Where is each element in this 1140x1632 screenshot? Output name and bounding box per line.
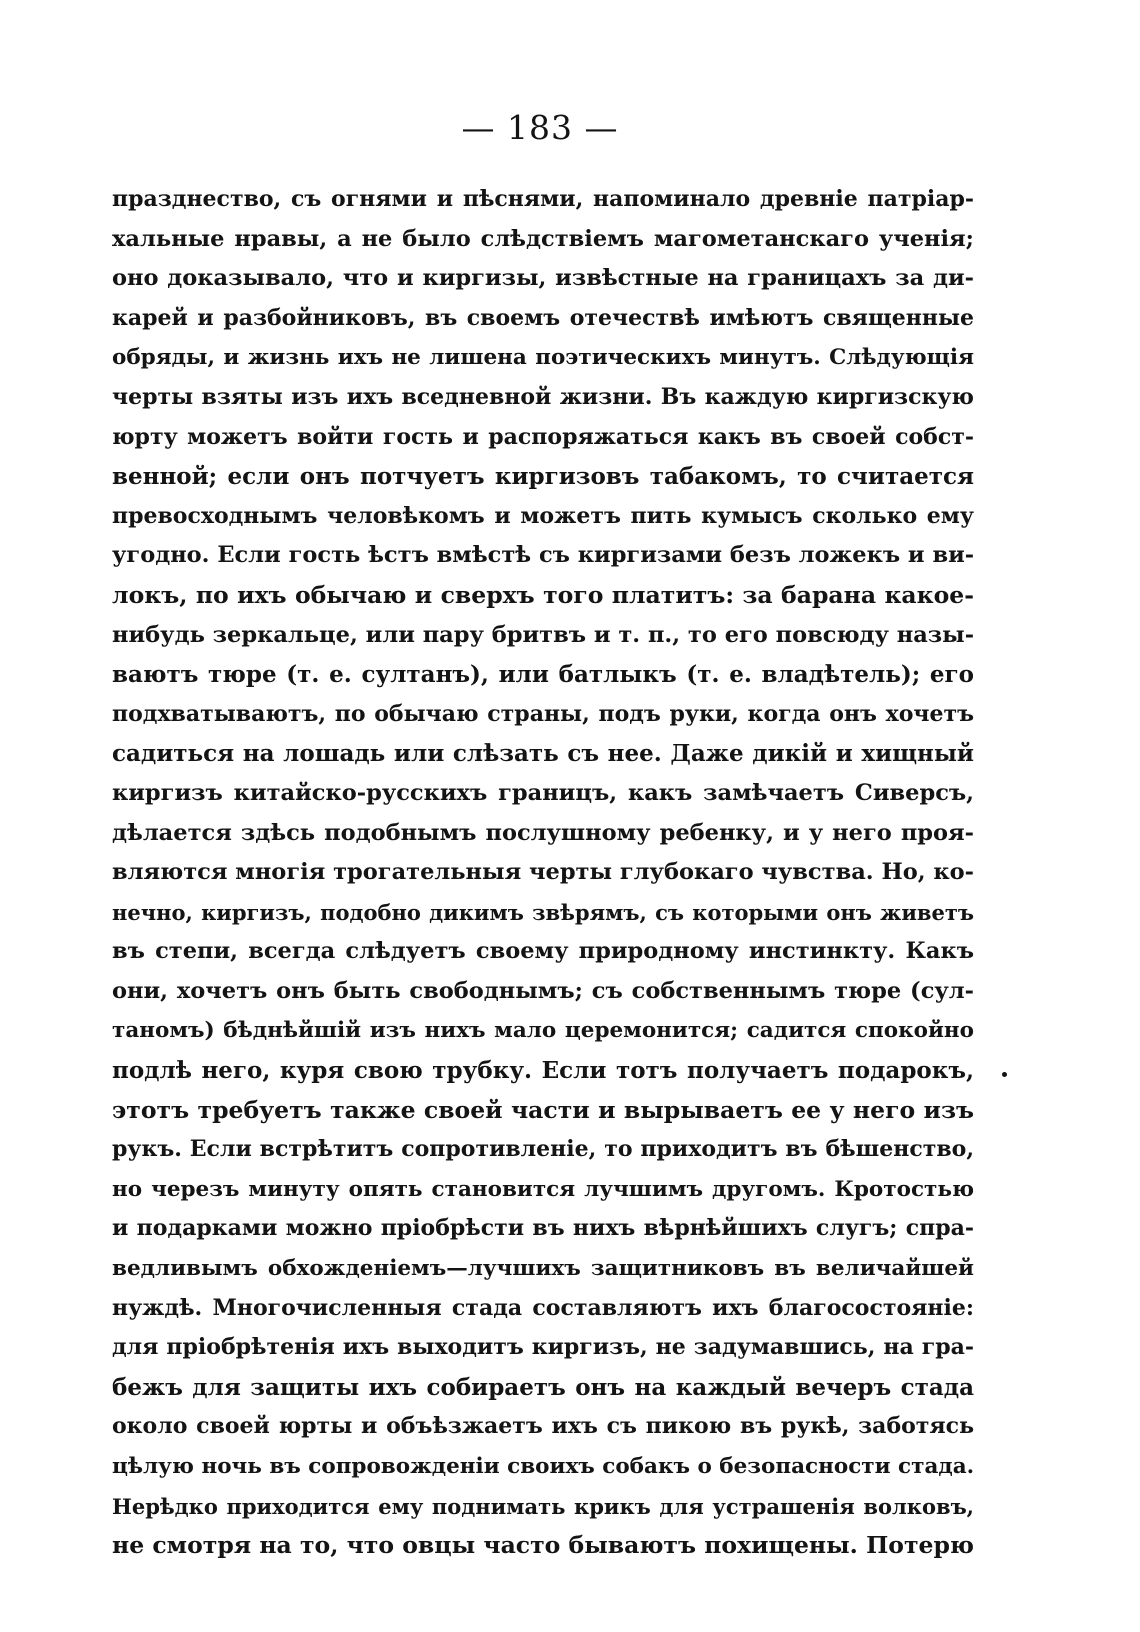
text-line: подхватываютъ, по обычаю страны, подъ руки, когда онъ хочетъ — [112, 700, 974, 727]
text-line: угодно. Если гость ѣстъ вмѣстѣ съ киргизами безъ ложекъ и ви- — [112, 542, 974, 569]
text-line: въ степи, всегда слѣдуетъ своему природному инстинкту. Какъ — [112, 938, 974, 965]
text-line: подлѣ него, куря свою трубку. Если тотъ получаетъ подарокъ, — [112, 1057, 974, 1085]
text-line: рукъ. Если встрѣтитъ сопротивленiе, то приходитъ въ бѣшенство, — [112, 1136, 974, 1163]
text-line: локъ, по ихъ обычаю и сверхъ того платитъ: за барана какое- — [112, 580, 974, 609]
text-line: карей и разбойниковъ, въ своемъ отечествѣ имѣютъ священные — [112, 304, 974, 331]
body-text — [112, 180, 974, 1566]
text-line: хальные нравы, а не было слѣдствiемъ магометанскаго ученiя; — [112, 225, 974, 252]
text-line: венной; если онъ потчуетъ киргизовъ табакомъ, то считается — [112, 463, 974, 491]
text-line: но черезъ минуту опять становится лучшимъ другомъ. Кротостью — [112, 1176, 974, 1202]
ink-speck — [1002, 1072, 1007, 1077]
text-line: ведливымъ обхожденiемъ—лучшихъ защитниковъ въ величайшей — [112, 1256, 974, 1282]
text-line: для прiобрѣтенiя ихъ выходитъ киргизъ, не задумавшись, на гра- — [112, 1334, 974, 1361]
text-line: нибудь зеркальце, или пару бритвъ и т. п., то его повсюду назы- — [112, 621, 974, 648]
text-line: черты взяты изъ ихъ вседневной жизни. Въ каждую киргизскую — [112, 383, 974, 410]
text-line: обряды, и жизнь ихъ не лишена поэтическихъ минутъ. Слѣдующiя — [112, 345, 974, 371]
text-line: бежъ для защиты ихъ собираетъ онъ на каждый вечеръ стада — [112, 1373, 974, 1401]
text-line: вляются многiя трогательныя черты глубокаго чувства. Но, ко- — [112, 859, 974, 886]
text-line: и подарками можно прiобрѣсти въ нихъ вѣрнѣйшихъ слугъ; спра- — [112, 1215, 974, 1242]
text-line: не смотря на то, что овцы часто бываютъ похищены. Потерю — [112, 1531, 974, 1560]
text-line: таномъ) бѣднѣйшiй изъ нихъ мало церемонится; садится спокойно — [112, 1018, 974, 1044]
text-line: они, хочетъ онъ быть свободнымъ; съ собственнымъ тюре (сул- — [112, 977, 974, 1004]
text-line: около своей юрты и объѣзжаетъ ихъ съ пикою въ рукѣ, заботясь — [112, 1413, 974, 1440]
text-line: оно доказывало, что и киргизы, извѣстные на границахъ за ди- — [112, 265, 974, 292]
text-line: превосходнымъ человѣкомъ и можетъ пить кумысъ сколько ему — [112, 502, 974, 529]
text-line: нечно, киргизъ, подобно дикимъ звѣрямъ, съ которыми онъ живетъ — [112, 899, 974, 925]
text-line: цѣлую ночь въ сопровожденiи своихъ собакъ о безопасности стада. — [112, 1454, 974, 1479]
text-line: нуждѣ. Многочисленныя стада составляютъ ихъ благосостоянiе: — [112, 1294, 974, 1321]
text-line: ваютъ тюре (т. е. султанъ), или батлыкъ (т. е. владѣтель); его — [112, 661, 974, 689]
text-line: юрту можетъ войти гость и распоряжаться какъ въ своей собст- — [112, 423, 974, 450]
page-number: — 183 — — [461, 108, 619, 147]
text-line: празднество, съ огнями и пѣснями, напоминало древнiе патрiар- — [112, 186, 974, 212]
text-line: дѣлается здѣсь подобнымъ послушному ребенку, и у него проя- — [112, 819, 974, 846]
text-line: садиться на лошадь или слѣзать съ нее. Даже дикiй и хищный — [112, 740, 974, 768]
text-line: Нерѣдко приходится ему поднимать крикъ для устрашенiя волковъ, — [112, 1493, 974, 1519]
text-line: киргизъ китайско-русскихъ границъ, какъ замѣчаетъ Сиверсъ, — [112, 779, 974, 806]
text-line: этотъ требуетъ также своей части и вырываетъ ее у него изъ — [112, 1095, 974, 1124]
